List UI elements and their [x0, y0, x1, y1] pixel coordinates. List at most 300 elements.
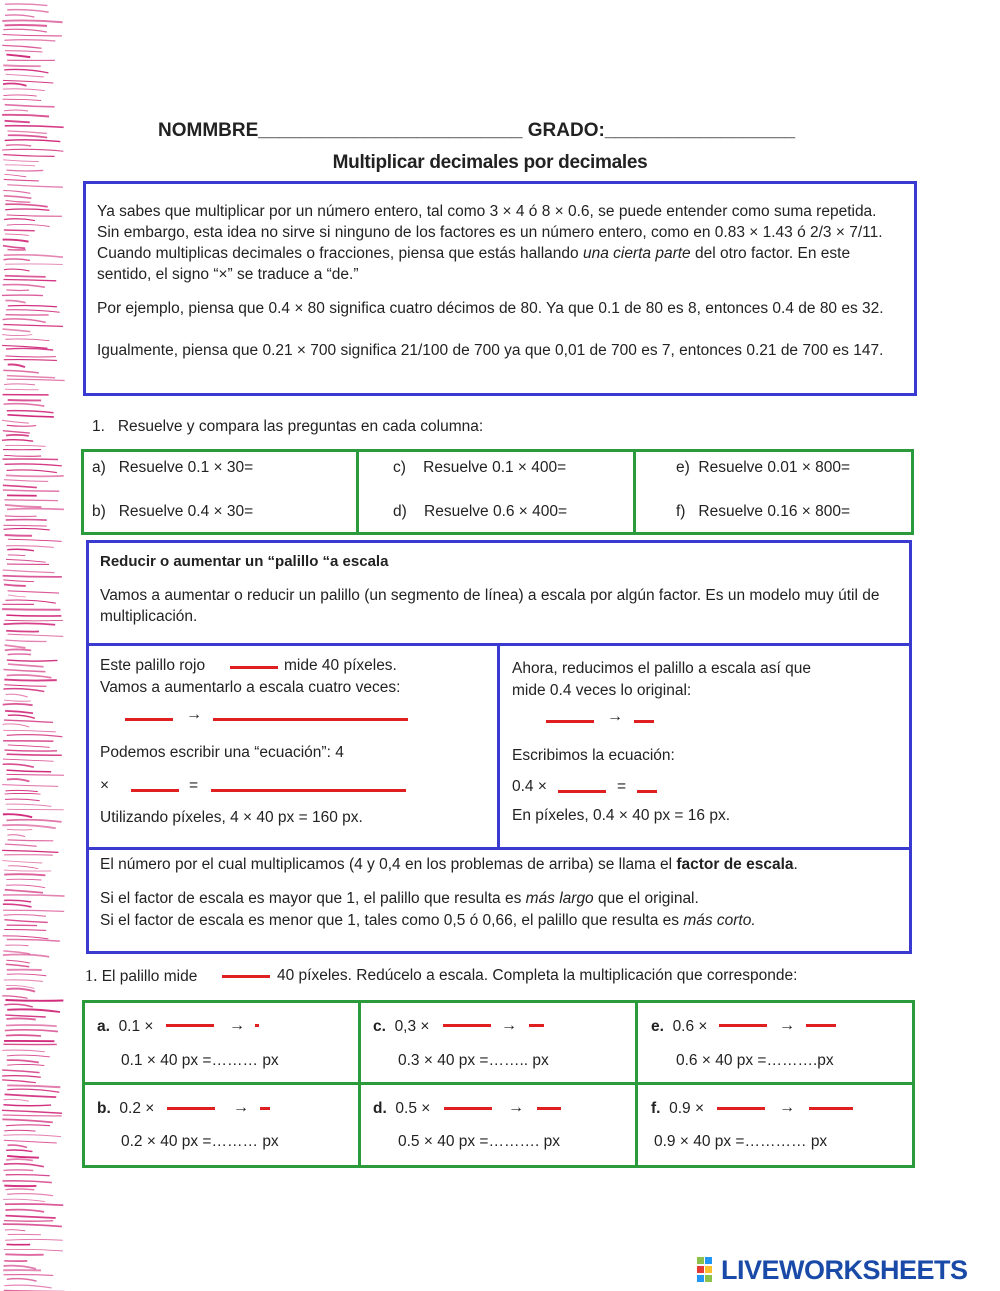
margin-stroke [3, 83, 26, 85]
margin-stroke [4, 179, 39, 180]
margin-stroke [7, 1085, 60, 1087]
margin-stroke [2, 1050, 45, 1052]
q2-calc-e[interactable]: 0.6 × 40 px =……….px [676, 1052, 834, 1069]
margin-stroke [6, 74, 44, 77]
q2-cell-d[interactable]: d. 0.5 × [373, 1100, 431, 1117]
margin-stroke [5, 1216, 55, 1218]
margin-stroke [6, 879, 41, 880]
margin-stroke [2, 1181, 51, 1183]
margin-stroke [6, 694, 28, 697]
margin-stroke [3, 1224, 62, 1226]
margin-stroke [3, 764, 34, 767]
red-stick-original [230, 666, 278, 669]
margin-stroke [5, 945, 28, 946]
margin-stroke [7, 1194, 53, 1196]
margin-stroke [5, 790, 37, 791]
grade-label: GRADO: [527, 120, 605, 141]
margin-stroke [4, 930, 46, 931]
left-line-1: Este palillo rojo [100, 657, 206, 674]
margin-stroke [8, 664, 44, 667]
margin-stroke [7, 675, 52, 678]
margin-stroke [5, 445, 45, 446]
margin-stroke [7, 509, 64, 510]
margin-stroke [8, 840, 54, 841]
margin-stroke [5, 339, 49, 341]
margin-stroke [5, 301, 25, 303]
margin-stroke [7, 425, 36, 426]
margin-stroke [5, 640, 46, 641]
margin-stroke [4, 230, 35, 231]
header-fields [158, 120, 795, 142]
margin-stroke [5, 1210, 44, 1212]
arrow-icon: → [779, 1017, 795, 1034]
margin-stroke [4, 174, 26, 177]
margin-stroke [2, 861, 42, 863]
red-stick [167, 1107, 215, 1110]
margin-stroke [5, 1189, 34, 1190]
margin-stroke [8, 634, 64, 636]
red-stick-right-result [637, 790, 657, 793]
margin-stroke [3, 670, 45, 672]
margin-stroke [4, 700, 31, 701]
grade-blank[interactable]: __________________ [604, 120, 796, 141]
left-line-1b: mide 40 píxeles. [284, 657, 397, 674]
margin-stroke [3, 814, 32, 817]
margin-stroke [5, 890, 43, 893]
margin-stroke [6, 1125, 50, 1126]
page-title: Multiplicar decimales por decimales [332, 152, 648, 173]
margin-stroke [5, 209, 49, 210]
margin-stroke [6, 1018, 35, 1019]
margin-stroke [6, 310, 60, 312]
margin-stroke [3, 259, 29, 260]
margin-stroke [3, 895, 65, 896]
red-stick [444, 1107, 492, 1110]
margin-stroke [5, 234, 29, 235]
margin-stroke [8, 595, 26, 597]
margin-stroke [5, 1239, 63, 1240]
q1-item-a[interactable]: a) Resuelve 0.1 × 30= [92, 459, 254, 476]
left-equals: = [189, 777, 199, 794]
red-stick-left-result [211, 789, 406, 792]
margin-stroke [6, 55, 30, 58]
q1-item-f[interactable]: f) Resuelve 0.16 × 800= [676, 503, 851, 520]
margin-stroke [2, 420, 29, 423]
left-times: × [100, 777, 110, 794]
margin-stroke [5, 649, 31, 650]
margin-stroke [3, 910, 64, 911]
decorative-margin [0, 0, 72, 1291]
arrow-icon: → [186, 706, 202, 723]
margin-stroke [2, 440, 33, 442]
margin-stroke [8, 1145, 27, 1147]
margin-stroke [5, 799, 40, 801]
margin-stroke [4, 280, 57, 281]
margin-stroke [4, 1275, 54, 1276]
red-stick-scaled-up [213, 718, 408, 721]
margin-stroke [8, 555, 26, 556]
margin-stroke [4, 874, 45, 875]
margin-stroke [8, 866, 38, 869]
answer-stick-c[interactable] [529, 1024, 544, 1027]
margin-stroke [4, 384, 35, 385]
margin-stroke [7, 415, 53, 417]
margin-stroke [5, 516, 37, 517]
margin-stroke [5, 645, 26, 648]
margin-stroke [7, 376, 55, 378]
q1-item-d[interactable]: d) Resuelve 0.6 × 400= [393, 503, 568, 520]
margin-stroke [3, 404, 44, 406]
answer-stick-b[interactable] [260, 1107, 270, 1110]
margin-stroke [4, 1130, 35, 1131]
margin-stroke [4, 360, 57, 361]
margin-stroke [3, 936, 49, 939]
margin-stroke [2, 825, 55, 828]
answer-stick-f[interactable] [809, 1107, 853, 1110]
margin-stroke [5, 356, 55, 357]
margin-stroke [5, 204, 47, 207]
arrow-icon: → [229, 1017, 245, 1034]
margin-stroke [7, 1009, 60, 1012]
scale-footer-1: El número por el cual multiplicamos (4 y 0,4 en los problemas de arriba) se llama el factor de escala. [100, 856, 798, 873]
margin-stroke [2, 335, 32, 336]
margin-stroke [5, 600, 55, 603]
name-label: NOMMBRE [158, 120, 259, 141]
margin-stroke [2, 34, 62, 35]
margin-stroke [7, 974, 47, 976]
margin-stroke [5, 505, 41, 507]
margin-stroke [3, 570, 55, 573]
liveworksheets-logo [697, 1253, 968, 1287]
margin-stroke [3, 485, 37, 487]
red-stick-scaled-down [634, 720, 654, 723]
margin-stroke [4, 219, 35, 221]
margin-stroke [3, 525, 46, 526]
margin-stroke [2, 149, 63, 151]
margin-stroke [6, 1159, 33, 1160]
margin-stroke [3, 730, 55, 732]
margin-stroke [7, 835, 25, 837]
margin-stroke [2, 609, 60, 610]
red-stick-right-a [546, 720, 594, 723]
margin-stroke [7, 660, 58, 661]
margin-stroke [6, 546, 54, 548]
margin-stroke [7, 131, 46, 133]
red-stick [717, 1107, 765, 1110]
margin-stroke [4, 110, 28, 111]
margin-stroke [6, 820, 61, 822]
margin-stroke [4, 1266, 36, 1269]
margin-stroke [6, 559, 46, 562]
margin-stroke [7, 1055, 50, 1057]
margin-stroke [6, 520, 47, 521]
margin-stroke [5, 4, 47, 6]
margin-stroke [3, 1135, 61, 1137]
margin-stroke [4, 1004, 32, 1007]
margin-stroke [4, 1164, 44, 1167]
right-pixels: En píxeles, 0.4 × 40 px = 16 px. [512, 807, 731, 824]
margin-stroke [3, 285, 45, 288]
scale-footer-3: Si el factor de escala es menor que 1, tales como 0,5 ó 0,66, el palillo que resulta es más corto. [100, 912, 756, 929]
margin-stroke [4, 900, 31, 902]
margin-stroke [5, 464, 62, 466]
margin-stroke [3, 951, 30, 954]
q2-cell-f[interactable]: f. 0.9 × [651, 1100, 704, 1117]
margin-stroke [5, 25, 47, 26]
margin-stroke [3, 431, 30, 433]
margin-stroke [4, 915, 46, 917]
q2-cell-c[interactable]: c. 0,3 × [373, 1018, 430, 1035]
q1-item-c[interactable]: c) Resuelve 0.1 × 400= [393, 459, 567, 476]
margin-stroke [4, 720, 53, 722]
margin-stroke [6, 1175, 50, 1176]
left-eq-label: Podemos escribir una “ecuación”: 4 [100, 744, 344, 761]
margin-stroke [6, 1025, 57, 1026]
margin-stroke [7, 1279, 37, 1281]
margin-stroke [4, 1140, 57, 1143]
margin-stroke [3, 623, 55, 624]
margin-stroke [4, 680, 56, 681]
margin-stroke [6, 964, 29, 967]
margin-stroke [3, 904, 32, 907]
margin-stroke [6, 145, 31, 146]
margin-stroke [4, 1099, 29, 1101]
margin-stroke [6, 885, 45, 888]
margin-stroke [4, 455, 41, 456]
margin-stroke [3, 1115, 62, 1116]
arrow-icon: → [779, 1099, 795, 1116]
margin-stroke [4, 920, 47, 923]
margin-stroke [5, 51, 43, 52]
margin-stroke [4, 255, 63, 257]
margin-stroke [8, 364, 25, 367]
margin-stroke [4, 40, 55, 41]
margin-stroke [8, 715, 35, 718]
margin-stroke [3, 759, 54, 761]
q2-calc-f[interactable]: 0.9 × 40 px =………… px [654, 1133, 828, 1150]
margin-stroke [3, 95, 36, 96]
right-equals: = [617, 778, 627, 795]
margin-stroke [5, 1030, 58, 1032]
margin-stroke [7, 470, 57, 473]
margin-stroke [4, 1285, 51, 1288]
margin-stroke [4, 500, 58, 501]
margin-stroke [5, 1254, 43, 1255]
intro-box [83, 181, 917, 396]
margin-stroke [5, 121, 30, 122]
margin-stroke [4, 685, 46, 687]
margin-stroke [7, 1156, 39, 1158]
answer-stick-d[interactable] [537, 1107, 561, 1110]
arrow-icon: → [607, 708, 623, 725]
margin-stroke [4, 1221, 53, 1222]
margin-stroke [7, 829, 32, 830]
margin-stroke [3, 490, 59, 491]
red-stick-left-a [125, 718, 173, 721]
margin-stroke [7, 1064, 44, 1065]
margin-stroke [7, 411, 54, 413]
margin-stroke [5, 620, 64, 621]
margin-stroke [3, 1199, 45, 1201]
margin-stroke [3, 190, 30, 193]
margin-stroke [2, 1110, 62, 1113]
margin-stroke [5, 1000, 63, 1001]
margin-stroke [6, 615, 61, 616]
margin-stroke [2, 1070, 39, 1073]
margin-stroke [3, 576, 62, 577]
logo-text: LIVEWORKSHEETS [721, 1254, 968, 1285]
margin-stroke [5, 126, 64, 128]
margin-stroke [7, 1060, 39, 1062]
margin-stroke [3, 704, 33, 705]
margin-stroke [7, 215, 62, 216]
margin-stroke [4, 528, 50, 529]
margin-stroke [6, 1150, 32, 1152]
margin-stroke [2, 996, 27, 998]
intro-paragraph-3: Igualmente, piensa que 0.21 × 700 significa 21/100 de 700 ya que 0,01 de 700 es 7, entonces 0.21 de 700 es 147. [97, 342, 884, 359]
q2-calc-d[interactable]: 0.5 × 40 px =………. px [398, 1133, 560, 1150]
margin-stroke [8, 745, 50, 747]
margin-stroke [5, 793, 41, 794]
red-stick [166, 1024, 214, 1027]
margin-stroke [5, 535, 32, 536]
margin-stroke [3, 29, 46, 32]
margin-stroke [2, 45, 41, 48]
margin-stroke [2, 1076, 41, 1078]
arrow-icon: → [233, 1099, 249, 1116]
scale-footer-2: Si el factor de escala es mayor que 1, el palillo que resulta es más largo que el original. [100, 890, 699, 907]
margin-stroke [3, 370, 39, 372]
margin-stroke [6, 631, 39, 632]
margin-stroke [6, 290, 29, 291]
margin-stroke [4, 855, 53, 856]
margin-stroke [6, 435, 29, 436]
margin-stroke [6, 475, 64, 476]
margin-stroke [4, 196, 31, 198]
red-stick [443, 1024, 491, 1027]
margin-stroke [8, 591, 59, 593]
margin-stroke [6, 989, 35, 992]
margin-stroke [7, 1089, 59, 1092]
margin-stroke [7, 549, 34, 550]
margin-stroke [3, 319, 46, 323]
margin-stroke [5, 844, 37, 846]
margin-stroke [3, 955, 49, 957]
margin-stroke [7, 809, 63, 810]
margin-stroke [3, 689, 44, 692]
margin-stroke [5, 276, 46, 277]
margin-stroke [4, 480, 48, 482]
red-stick-left-eq [131, 789, 179, 792]
margin-stroke [7, 10, 48, 13]
margin-stroke [3, 65, 40, 66]
margin-stroke [2, 785, 58, 787]
intro-paragraph-2: Por ejemplo, piensa que 0.4 × 80 significa cuatro décimos de 80. Ya que 0.1 de 80 es 8, entonces 0.4 de 80 es 32. [97, 300, 884, 317]
red-stick [719, 1024, 767, 1027]
intro-paragraph-1: Ya sabes que multiplicar por un número entero, tal como 3 × 4 ó 8 × 0.6, se puede entender como suma repetida. Sin embargo, esta idea no sirve si ninguno de los factores es un número entero, como en 0.83 × 1.43 ó 2/3 × 7/11. Cuando multiplicas decimales o fracciones, piensa que estás hallando una cierta parte del otro factor. En este sentido, el signo “×” se traduce a “de.” [97, 203, 883, 283]
margin-stroke [3, 324, 63, 326]
margin-stroke [6, 774, 64, 775]
margin-stroke [6, 348, 53, 350]
margin-stroke [7, 754, 62, 755]
margin-stroke [8, 305, 57, 306]
red-stick-q2 [222, 975, 270, 978]
margin-stroke [3, 580, 34, 582]
margin-stroke [8, 135, 47, 137]
answer-stick-a[interactable] [255, 1024, 259, 1027]
margin-stroke [3, 1105, 51, 1106]
margin-stroke [4, 585, 26, 586]
q2-calc-a[interactable]: 0.1 × 40 px =……… px [121, 1052, 279, 1069]
answer-stick-e[interactable] [806, 1024, 836, 1027]
margin-stroke [5, 1204, 63, 1205]
margin-stroke [3, 1170, 33, 1171]
margin-stroke [5, 15, 34, 17]
arrow-icon: → [508, 1099, 524, 1116]
question-1-prompt: 1. Resuelve y compara las preguntas en cada columna: [92, 418, 484, 435]
scale-heading: Reducir o aumentar un “palillo “a escala [100, 553, 389, 570]
margin-stroke [3, 329, 31, 332]
logo-icon [697, 1257, 721, 1283]
question-2-prompt-b: 40 píxeles. Redúcelo a escala. Completa la multiplicación que corresponde: [277, 967, 798, 984]
q2-calc-c[interactable]: 0.3 × 40 px =…….. px [398, 1052, 549, 1069]
margin-stroke [3, 99, 42, 100]
margin-stroke [7, 379, 65, 380]
right-eq-label: Escribimos la ecuación: [512, 747, 675, 764]
scale-intro: Vamos a aumentar o reducir un palillo (un segmento de línea) a escala por algún factor. Es un modelo muy útil de multiplicación. [100, 587, 880, 625]
name-blank[interactable]: _________________________ [258, 120, 523, 141]
margin-stroke [5, 105, 55, 107]
q2-cell-b[interactable]: b. 0.2 × [97, 1100, 155, 1117]
margin-stroke [6, 200, 31, 202]
margin-stroke [2, 115, 49, 117]
margin-stroke [3, 246, 25, 249]
margin-stroke [4, 1249, 63, 1251]
margin-stroke [4, 69, 48, 72]
arrow-icon: → [501, 1017, 517, 1034]
margin-stroke [3, 89, 45, 91]
margin-stroke [5, 389, 39, 390]
margin-stroke [2, 1119, 52, 1122]
margin-stroke [7, 735, 63, 737]
q1-item-b[interactable]: b) Resuelve 0.4 × 30= [92, 503, 254, 520]
q2-cell-e[interactable]: e. 0.6 × [651, 1018, 708, 1035]
margin-stroke [5, 140, 61, 142]
margin-stroke [6, 960, 29, 963]
margin-stroke [6, 804, 52, 806]
margin-stroke [4, 980, 43, 982]
q1-item-e[interactable]: e) Resuelve 0.01 × 800= [676, 459, 851, 476]
q2-cell-a[interactable]: a. 0.1 × [97, 1018, 154, 1035]
margin-stroke [5, 1230, 25, 1231]
red-stick-right-eq [558, 790, 606, 793]
left-pixels: Utilizando píxeles, 4 × 40 px = 160 px. [100, 809, 363, 826]
margin-stroke [7, 939, 60, 941]
margin-stroke [4, 870, 51, 871]
margin-stroke [5, 1015, 45, 1017]
question-2-prompt-a: 1. El palillo mide [85, 966, 198, 985]
margin-stroke [5, 711, 33, 713]
margin-stroke [4, 750, 57, 751]
q2-calc-b[interactable]: 0.2 × 40 px =……… px [121, 1133, 279, 1150]
margin-stroke [7, 224, 50, 226]
margin-stroke [2, 20, 62, 22]
margin-stroke [8, 654, 31, 655]
margin-stroke [3, 240, 29, 242]
right-factor: 0.4 × [512, 778, 547, 795]
margin-stroke [2, 724, 29, 727]
margin-stroke [8, 539, 62, 541]
